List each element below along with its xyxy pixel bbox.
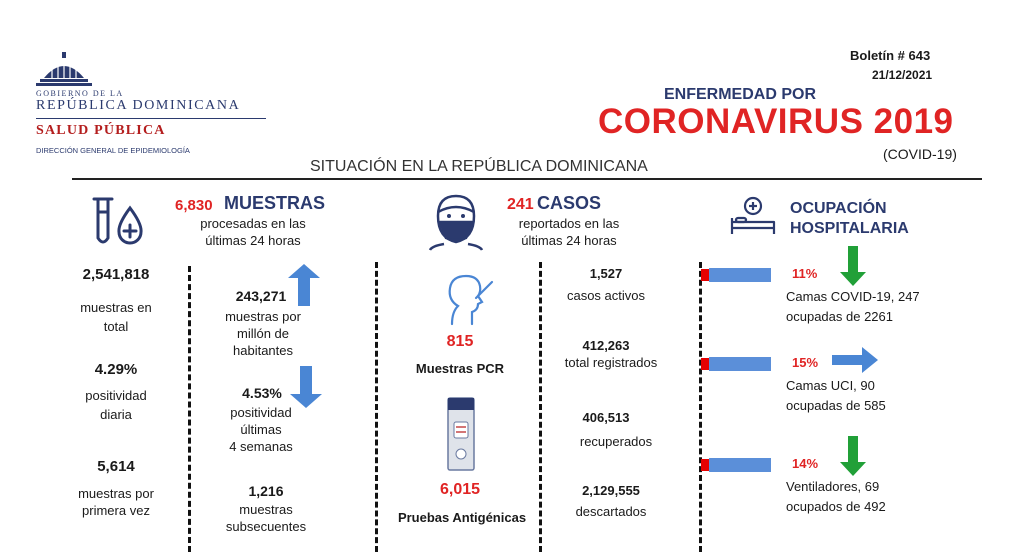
muestras-count: 6,830 xyxy=(175,197,213,214)
divider-4 xyxy=(699,262,702,552)
occupancy-label-line1: Ventiladores, 69 xyxy=(786,479,880,494)
total-samples-value: 2,541,818 xyxy=(82,266,150,283)
occupancy-label-line1: Camas COVID-19, 247 xyxy=(786,289,920,304)
per-million-label xyxy=(198,308,328,359)
total-samples-label xyxy=(58,298,174,336)
pcr-swab-icon xyxy=(438,272,494,333)
divider-3 xyxy=(539,262,542,552)
muestras-desc-line1: procesadas en las xyxy=(200,216,306,231)
occupancy-percent: 11% xyxy=(792,266,818,281)
occupancy-bar-occupied xyxy=(701,269,709,281)
muestras-heading: MUESTRAS xyxy=(224,193,326,213)
registered-value: 412,263 xyxy=(582,338,630,353)
trend-down-arrow-icon xyxy=(840,246,866,286)
gov-line2: REPÚBLICA DOMINICANA xyxy=(36,98,241,113)
occupancy-label-line2: ocupados de 492 xyxy=(786,499,886,514)
title-sub: (COVID-19) xyxy=(883,146,957,162)
active-cases-label: casos activos xyxy=(566,288,646,303)
occupancy-label-line2: ocupadas de 2261 xyxy=(786,309,893,324)
page-title: CORONAVIRUS 2019 xyxy=(598,102,954,141)
positivity-4w-value: 4.53% xyxy=(242,385,282,401)
positivity-4w-label2: últimas xyxy=(240,422,282,437)
ocupacion-heading1: OCUPACIÓN xyxy=(790,200,887,217)
antigen-value: 6,015 xyxy=(439,481,481,498)
subsequent-label2: subsecuentes xyxy=(225,519,307,534)
bulletin-number: Boletín # 643 xyxy=(850,48,931,63)
occupancy-percent: 15% xyxy=(792,355,819,370)
test-tube-icon xyxy=(90,194,146,253)
muestras-desc xyxy=(184,215,322,249)
positivity-4w-label3: 4 semanas xyxy=(229,439,293,454)
directorate-name: DIRECCIÓN GENERAL DE EPIDEMIOLOGÍA xyxy=(36,146,190,155)
bulletin-date: 21/12/2021 xyxy=(872,68,933,82)
occupancy-bar-capacity xyxy=(709,458,771,472)
trend-down-arrow-icon xyxy=(840,436,866,476)
hospital-bed-icon xyxy=(730,196,776,241)
discarded-label: descartados xyxy=(575,504,647,519)
masked-person-icon xyxy=(428,192,484,257)
recovered-value: 406,513 xyxy=(582,410,630,425)
per-million-label1: muestras por xyxy=(225,309,301,324)
antigen-label: Pruebas Antigénicas xyxy=(397,510,527,525)
first-samples-label1: muestras por xyxy=(78,486,154,501)
first-samples-label xyxy=(52,485,180,519)
header-rule xyxy=(72,178,982,180)
daily-positivity-value: 4.29% xyxy=(94,361,138,378)
divider-2 xyxy=(375,262,378,552)
government-logo xyxy=(36,52,92,93)
first-samples-value: 5,614 xyxy=(97,458,135,475)
positivity-4w-label xyxy=(206,404,316,455)
antigen-test-icon xyxy=(446,396,476,477)
casos-desc-line1: reportados en las xyxy=(518,216,620,231)
daily-positivity-label2: diaria xyxy=(100,407,132,422)
pcr-label: Muestras PCR xyxy=(415,361,505,376)
casos-heading: CASOS xyxy=(537,193,602,213)
subsequent-label xyxy=(206,501,326,535)
casos-desc-line2: últimas 24 horas xyxy=(521,233,617,248)
active-cases-value: 1,527 xyxy=(589,266,623,281)
occupancy-bar-occupied xyxy=(701,459,709,471)
occupancy-bar-occupied xyxy=(701,358,709,370)
casos-desc xyxy=(500,215,638,249)
pcr-value: 815 xyxy=(446,333,474,350)
positivity-4w-label1: positividad xyxy=(230,405,292,420)
subsequent-value: 1,216 xyxy=(248,483,284,499)
daily-positivity-label xyxy=(58,386,174,424)
per-million-value: 243,271 xyxy=(235,288,287,304)
title-top: ENFERMEDAD POR xyxy=(664,86,817,103)
divider-1 xyxy=(188,266,191,552)
registered-label: total registrados xyxy=(564,355,658,370)
per-million-label3: habitantes xyxy=(233,343,293,358)
occupancy-label-line1: Camas UCI, 90 xyxy=(786,378,875,393)
capitol-dome-icon xyxy=(36,52,92,88)
trend-right-arrow-icon xyxy=(832,347,878,373)
occupancy-percent: 14% xyxy=(792,456,819,471)
recovered-label: recuperados xyxy=(579,434,653,449)
gov-line1: GOBIERNO DE LA xyxy=(36,89,124,98)
situation-heading: SITUACIÓN EN LA REPÚBLICA DOMINICANA xyxy=(310,158,648,175)
subsequent-label1: muestras xyxy=(239,502,293,517)
occupancy-label-line2: ocupadas de 585 xyxy=(786,398,886,413)
ministry-name: SALUD PÚBLICA xyxy=(36,123,166,138)
occupancy-bar-capacity xyxy=(709,268,771,282)
per-million-label2: millón de xyxy=(236,326,290,341)
total-samples-label2: total xyxy=(103,319,129,334)
daily-positivity-label1: positividad xyxy=(85,388,147,403)
first-samples-label2: primera vez xyxy=(82,503,150,518)
logo-divider xyxy=(36,118,266,119)
discarded-value: 2,129,555 xyxy=(582,483,640,498)
occupancy-bar-capacity xyxy=(709,357,771,371)
casos-count: 241 xyxy=(507,196,534,213)
ocupacion-heading2: HOSPITALARIA xyxy=(790,220,909,237)
muestras-desc-line2: últimas 24 horas xyxy=(205,233,301,248)
ocupacion-heading xyxy=(790,199,909,239)
total-samples-label1: muestras en xyxy=(80,300,152,315)
